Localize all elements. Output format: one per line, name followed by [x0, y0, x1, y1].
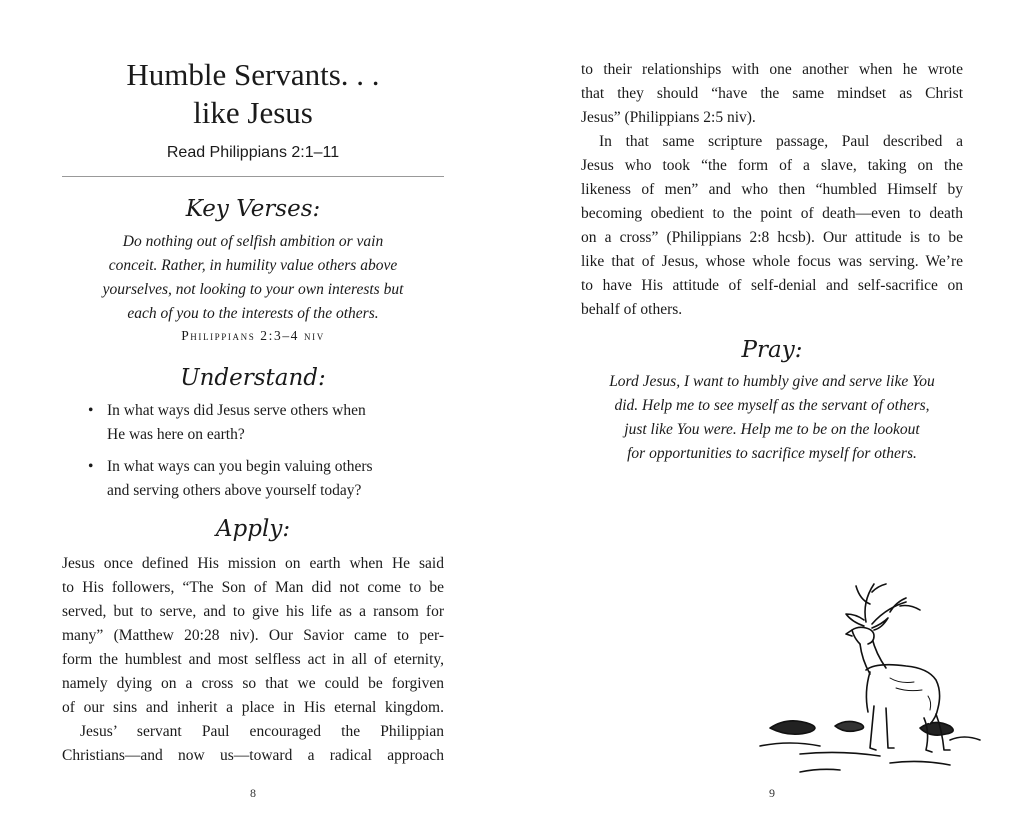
text-line: behalf of others. — [581, 301, 683, 318]
apply-paragraphs — [62, 552, 444, 768]
page-number: 9 — [769, 786, 775, 800]
key-verse-reference: Philippians 2:3–4 niv — [181, 328, 325, 343]
verse-line: yourselves, not looking to your own interests but — [102, 281, 404, 298]
list-item-line: and serving others above yourself today? — [107, 482, 362, 499]
apply-heading: Apply: — [215, 516, 291, 542]
reading-reference: Read Philippians 2:1–11 — [166, 144, 340, 161]
question-list — [84, 399, 444, 511]
text-line: likeness of men” and who then “humbled Himself by — [581, 181, 963, 198]
prayer-text — [581, 370, 963, 466]
deer-illustration-icon — [740, 578, 1004, 778]
text-line: of our sins and inherit a place in His eternal kingdom. — [62, 699, 444, 716]
prayer-line: Lord Jesus, I want to humbly give and serve like You — [609, 373, 935, 390]
text-line: becoming obedient to the point of death—even to death — [581, 205, 963, 222]
text-line: served, but to serve, and to give his life as a ransom for — [62, 603, 444, 620]
text-line: to His followers, “The Son of Man did not come to be — [62, 579, 444, 596]
left-page — [62, 0, 444, 825]
verse-line: each of you to the interests of the others. — [127, 305, 379, 322]
text-line: Jesus who took “the form of a slave, taking on the — [581, 157, 963, 174]
list-item — [84, 455, 444, 503]
verse-line: conceit. Rather, in humility value others above — [108, 257, 398, 274]
prayer-line: did. Help me to see myself as the servant of others, — [614, 397, 930, 414]
list-item — [84, 399, 444, 447]
page-number: 8 — [250, 786, 256, 800]
text-line: In that same scripture passage, Paul described a — [599, 133, 963, 150]
key-verse-text — [62, 230, 444, 326]
title-line-2: like Jesus — [193, 95, 313, 130]
text-line: many” (Matthew 20:28 niv). Our Savior came to per- — [62, 627, 444, 644]
title-line-1: Humble Servants. . . — [126, 57, 380, 92]
list-item-line: • In what ways did Jesus serve others when — [107, 402, 366, 419]
prayer-line: just like You were. Help me to be on the lookout — [624, 421, 920, 438]
text-line: namely dying on a cross so that we could be forgiven — [62, 675, 444, 692]
text-line: Christians—and now us—toward a radical approach — [62, 747, 444, 764]
text-line: on a cross” (Philippians 2:8 hcsb). Our attitude is to be — [581, 229, 963, 246]
text-line: to have His attitude of self-denial and self-sacrifice on — [581, 277, 963, 294]
continued-paragraphs — [581, 58, 963, 322]
list-item-line: • In what ways can you begin valuing others — [107, 458, 373, 475]
verse-line: Do nothing out of selfish ambition or vain — [122, 233, 384, 250]
list-item-line: He was here on earth? — [107, 426, 245, 443]
text-line: Jesus” (Philippians 2:5 niv). — [581, 109, 756, 126]
key-verses-heading: Key Verses: — [185, 196, 321, 222]
text-line: Jesus’ servant Paul encouraged the Philippian — [80, 723, 444, 740]
text-line: to their relationships with one another when he wrote — [581, 61, 963, 78]
page-title — [62, 56, 444, 132]
prayer-line: for opportunities to sacrifice myself for others. — [627, 445, 917, 462]
divider — [62, 176, 444, 177]
text-line: form the humblest and most selfless act in all of eternity, — [62, 651, 444, 668]
text-line: like that of Jesus, whose whole focus was serving. We’re — [581, 253, 963, 270]
pray-heading: Pray: — [741, 337, 803, 363]
text-line: that they should “have the same mindset as Christ — [581, 85, 963, 102]
understand-heading: Understand: — [180, 365, 326, 391]
text-line: Jesus once defined His mission on earth when He said — [62, 555, 444, 572]
